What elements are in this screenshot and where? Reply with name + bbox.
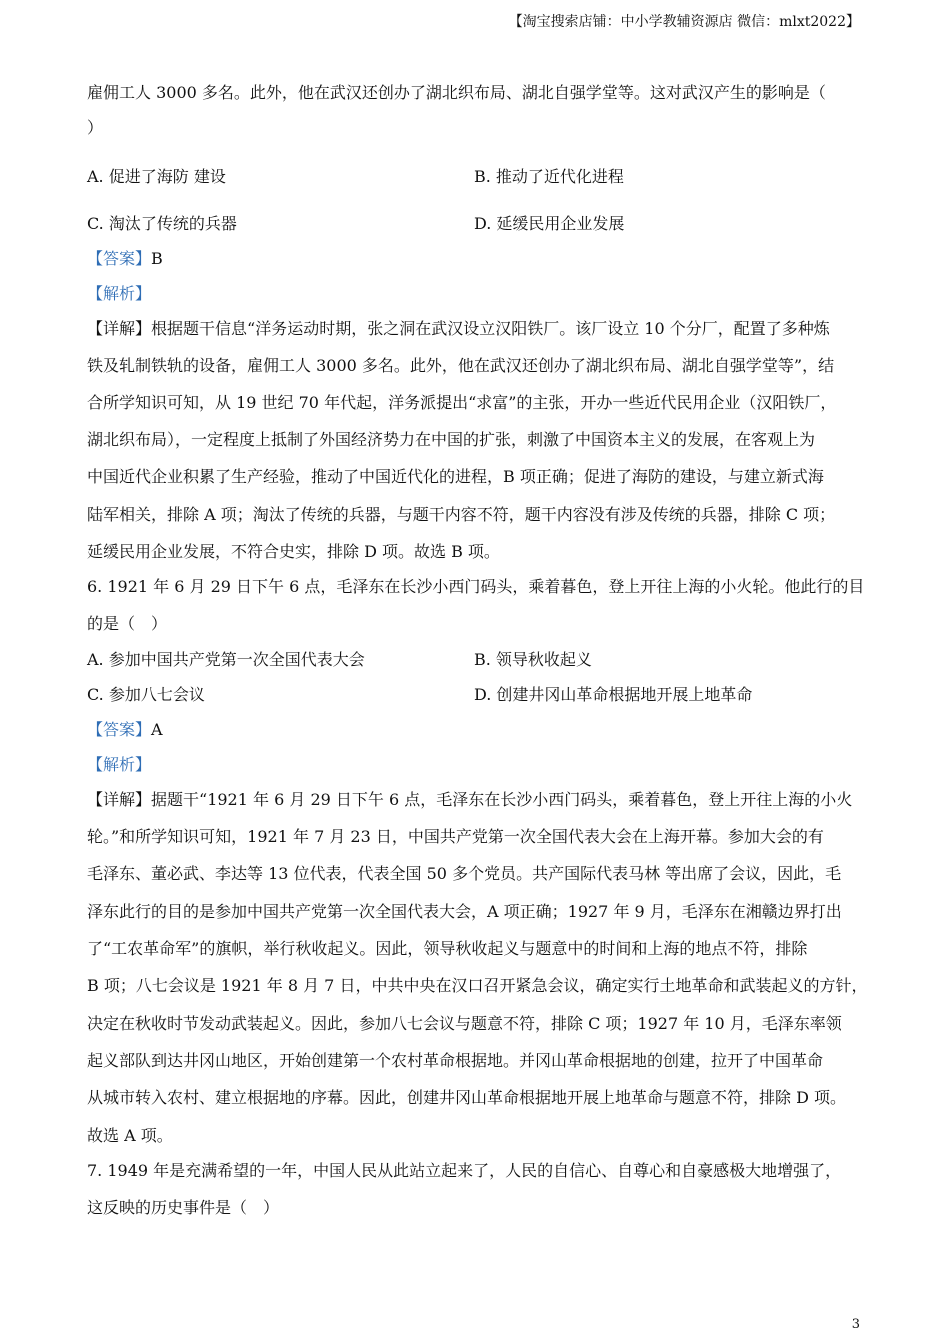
q5-analysis-tag: 【解析】 bbox=[87, 284, 152, 303]
q6-detail-line-1: 【详解】据题干“1921 年 6 月 29 日下午 6 点，毛泽东在长沙小西门码头，乘着暮色，登上开往上海的小火 bbox=[87, 790, 853, 809]
q6-detail-line-6: B 项；八七会议是 1921 年 8 月 7 日，中共中央在汉口召开紧急会议，确定实行土地革命和武装起义的方针， bbox=[87, 976, 868, 995]
q5-stem-line-2: ） bbox=[87, 118, 104, 137]
q5-option-d: D. 延缓民用企业发展 bbox=[474, 214, 625, 233]
q5-detail-line-4: 湖北织布局），一定程度上抵制了外国经济势力在中国的扩张，刺激了中国资本主义的发展，在客观上为 bbox=[87, 430, 816, 449]
q6-option-a: A. 参加中国共产党第一次全国代表大会 bbox=[87, 650, 365, 669]
q6-answer bbox=[87, 720, 877, 740]
q5-detail-line-1: 【详解】根据题干信息“洋务运动时期，张之洞在武汉设立汉阳铁厂。该厂设立 10 个分厂，配置了多种炼 bbox=[87, 319, 830, 338]
q5-detail-line-5: 中国近代企业积累了生产经验，推动了中国近代化的进程，B 项正确；促进了海防的建设，与建立新式海 bbox=[87, 467, 824, 486]
detail-tag: 【详解】 bbox=[87, 319, 152, 338]
q6-detail-line-2: 轮。”和所学知识可知，1921 年 7 月 23 日，中国共产党第一次全国代表大会在上海开幕。参加大会的有 bbox=[87, 827, 824, 846]
q6-detail-line-10: 故选 A 项。 bbox=[87, 1126, 173, 1145]
q5-option-a: A. 促进了海防 建设 bbox=[87, 167, 226, 186]
q6-detail-line-9: 从城市转入农村、建立根据地的序幕。因此，创建井冈山革命根据地开展上地革命与题意不符，排除 D 项。 bbox=[87, 1088, 847, 1107]
q5-detail-line-2: 铁及轧制铁轨的设备，雇佣工人 3000 多名。此外，他在武汉还创办了湖北织布局、湖北自强学堂等”，结 bbox=[87, 356, 835, 375]
q5-option-b: B. 推动了近代化进程 bbox=[474, 167, 624, 186]
q6-analysis-tag: 【解析】 bbox=[87, 755, 152, 774]
q6-option-d: D. 创建井冈山革命根据地开展上地革命 bbox=[474, 685, 753, 704]
q5-detail-line-7: 延缓民用企业发展，不符合史实，排除 D 项。故选 B 项。 bbox=[87, 542, 500, 561]
answer-tag: 【答案】 bbox=[87, 720, 152, 739]
detail-tag: 【详解】 bbox=[87, 790, 152, 809]
q6-detail-line-8: 起义部队到达井冈山地区，开始创建第一个农村革命根据地。并冈山革命根据地的创建，拉开了中国革命 bbox=[87, 1051, 824, 1070]
q7-stem-line-1: 7. 1949 年是充满希望的一年，中国人民从此站立起来了，人民的自信心、自尊心和自豪感极大地增强了， bbox=[87, 1161, 842, 1180]
q6-detail-line-4: 泽东此行的目的是参加中国共产党第一次全国代表大会，A 项正确；1927 年 9 月，毛泽东在湘赣边界打出 bbox=[87, 902, 842, 921]
page-number: 3 bbox=[851, 1317, 860, 1332]
q6-option-b: B. 领导秋收起义 bbox=[474, 650, 592, 669]
q5-stem-line-1: 雇佣工人 3000 多名。此外，他在武汉还创办了湖北织布局、湖北自强学堂等。这对武汉产生的影响是（ bbox=[87, 83, 826, 102]
answer-value: A bbox=[151, 720, 163, 739]
q6-stem-line-1: 6. 1921 年 6 月 29 日下午 6 点，毛泽东在长沙小西门码头，乘着暮色，登上开往上海的小火轮。他此行的目 bbox=[87, 577, 865, 596]
q7-stem-line-2: 这反映的历史事件是（ ） bbox=[87, 1198, 280, 1217]
answer-value: B bbox=[151, 249, 163, 268]
q5-detail-line-6: 陆军相关，排除 A 项；淘汰了传统的兵器，与题干内容不符，题干内容没有涉及传统的兵器，排除 C 项； bbox=[87, 505, 836, 524]
q5-option-c: C. 淘汰了传统的兵器 bbox=[87, 214, 237, 233]
page-header: 【淘宝搜索店铺：中小学教辅资源店 微信：mlxt2022】 bbox=[508, 14, 860, 30]
q6-detail-line-5: 了“工农革命军”的旗帜，举行秋收起义。因此，领导秋收起义与题意中的时间和上海的地点不符，排除 bbox=[87, 939, 808, 958]
answer-tag: 【答案】 bbox=[87, 249, 152, 268]
q6-detail-line-7: 决定在秋收时节发动武装起义。因此，参加八七会议与题意不符，排除 C 项；1927 年 10 月，毛泽东率领 bbox=[87, 1014, 842, 1033]
q6-stem-line-2: 的是（ ） bbox=[87, 614, 168, 633]
q5-answer bbox=[87, 249, 877, 269]
q6-option-c: C. 参加八七会议 bbox=[87, 685, 205, 704]
q5-detail-line-3: 合所学知识可知，从 19 世纪 70 年代起，洋务派提出“求富”的主张，开办一些近代民用企业（汉阳铁厂， bbox=[87, 393, 837, 412]
q6-detail-line-3: 毛泽东、董必武、李达等 13 位代表，代表全国 50 多个党员。共产国际代表马林 等出席了会议，因此，毛 bbox=[87, 864, 842, 883]
